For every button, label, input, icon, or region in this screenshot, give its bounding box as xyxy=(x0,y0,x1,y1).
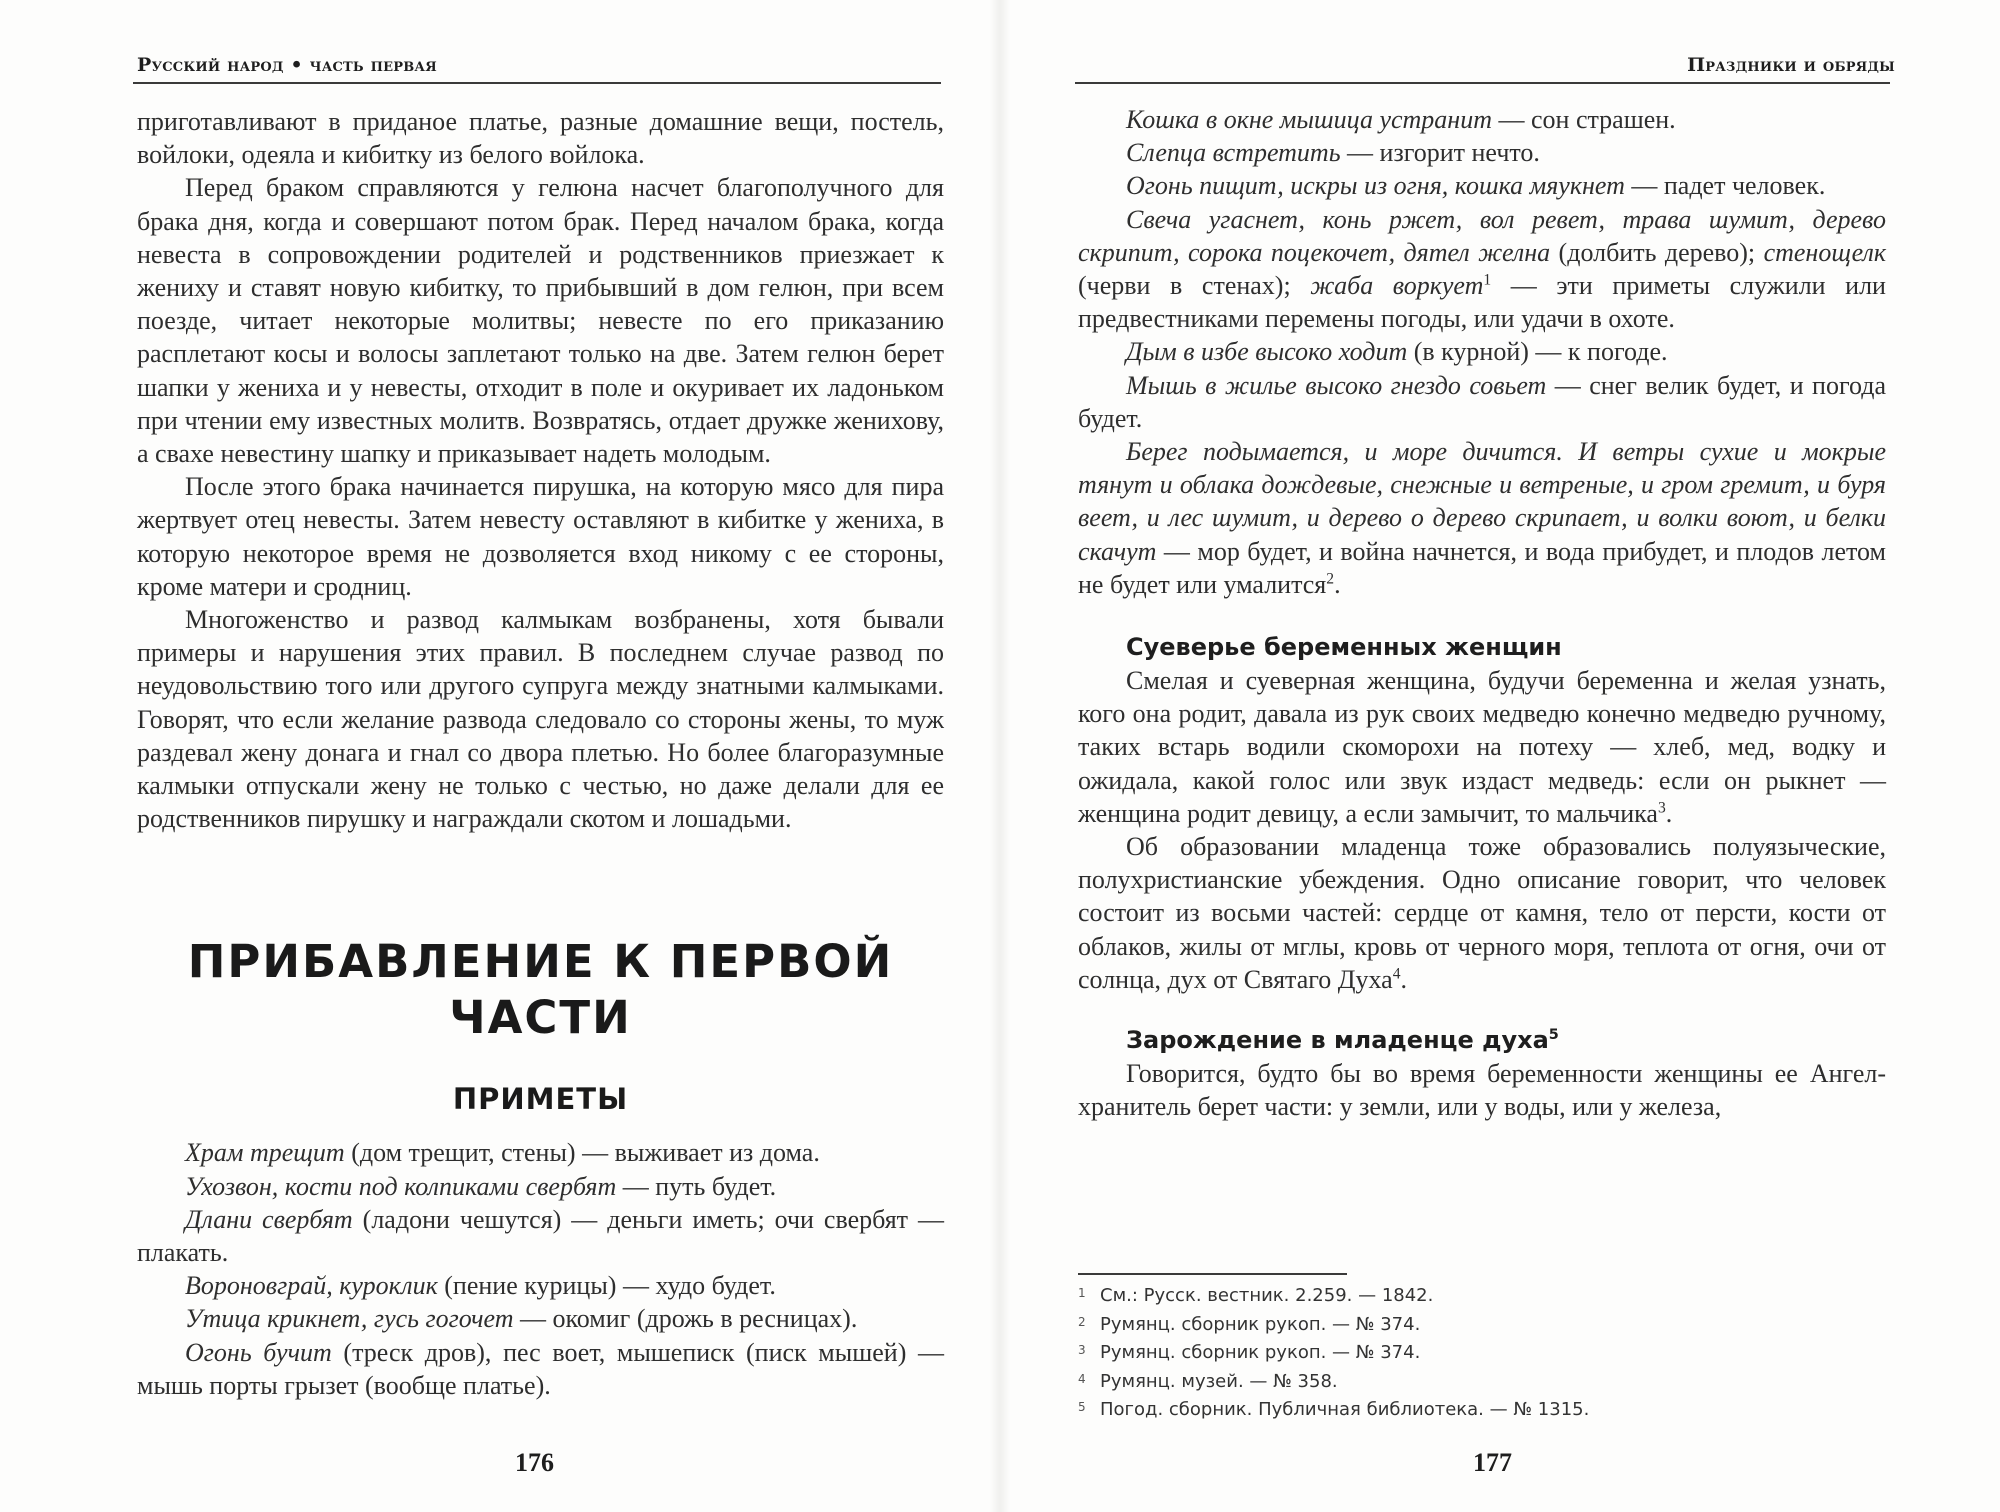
footnote-number: 5 xyxy=(1078,1400,1086,1414)
footnote-text: Румянц. сборник рукоп. — № 374. xyxy=(1100,1342,1421,1363)
appendix-title: ПРИБАВЛЕНИЕ К ПЕРВОЙ ЧАСТИ xyxy=(187,935,894,1045)
left-paragraph: После этого брака начинается пирушка, на которую мясо для пира жертвует отец невесты. Затем невесту оставляют в кибитке у жениха, в которую некоторое время не дозволяется вход никому с ее стороны, кроме матери и сродниц. xyxy=(137,472,944,601)
omen-italic: Ухозвон, кости под колпиками свербят xyxy=(185,1171,617,1201)
omen-italic: Вороновграй, куроклик xyxy=(185,1271,438,1301)
omen-text: . xyxy=(1334,569,1341,599)
paragraph-text: Смелая и суеверная женщина, будучи беременна и желая узнать, кого она родит, давала из рук своих медведю конечно медведю ручному, таких встарь водили скоморохи на потеху — хлеб, мед, водку и ожидала, какой голос или звук издаст медведь: если он рыкнет — женщина родит девицу, а если замычит, то мальчика xyxy=(1078,666,1886,828)
omen-italic: стенощелк xyxy=(1763,237,1886,267)
left-text-block xyxy=(137,105,944,1402)
omen-text: — снег велик будет, и погода будет. xyxy=(1078,370,1887,433)
footnote-text: См.: Русск. вестник. 2.259. — 1842. xyxy=(1100,1285,1434,1306)
right-paragraph: Говорится, будто бы во время беременности женщины ее Ангел-хранитель берет части: у земли, или у воды, или у железа, xyxy=(1078,1059,1886,1122)
right-text-block xyxy=(1078,103,1886,1123)
omen-text: — изгорит нечто. xyxy=(1340,138,1540,168)
omen-line xyxy=(1078,169,1886,202)
weather-omens-paragraph xyxy=(1078,203,1886,336)
omen-line xyxy=(137,1170,944,1203)
footnote-number: 3 xyxy=(1078,1343,1086,1357)
paragraph-text: . xyxy=(1665,798,1673,828)
paragraph-text: Об образовании младенца тоже образовались полуязыческие, полухристианские убеждения. Одно описание говорит, что человек состоит из восьми частей: сердце от камня, тело от персти, кости от облаков, жилы от мглы, кровь от черного моря, теплота от огня, очи от солнца, дух от Святаго Духа xyxy=(1078,832,1886,994)
omen-text: (пение курицы) — худо будет. xyxy=(437,1271,776,1301)
left-page-number: 176 xyxy=(515,1448,554,1477)
omen-line xyxy=(137,1203,944,1269)
omen-text: — падет человек. xyxy=(1624,171,1826,201)
omen-text: (треск дров), пес воет, мышеписк (писк мышей) — мышь порты грызет (вообще платье). xyxy=(137,1337,945,1400)
left-running-head: Русский народ • часть первая xyxy=(137,54,437,76)
omen-italic: Огонь бучит xyxy=(185,1337,332,1367)
footnote-ref: 2 xyxy=(1326,570,1335,588)
left-header-rule xyxy=(133,82,941,84)
left-paragraph: Многоженство и развод калмыкам возбранены, хотя бывали примеры и нарушения этих правил. В последнем случае развод по неудовольствию того или другого супруга между знатными калмыками. Говорят, что если желание развода следовало со стороны жены, то муж раздевал жену донага и гнал со двора плетью. Но более благоразумные калмыки отпускали жену не только с честью, но даже делали для ее родственников пирушку и награждали скотом и лошадьми. xyxy=(137,605,944,834)
omen-italic: Утица крикнет, гусь гогочет xyxy=(185,1304,514,1334)
omen-italic: жаба воркует xyxy=(1310,271,1484,301)
omen-line xyxy=(137,1336,944,1402)
footnote-item xyxy=(1078,1339,1878,1368)
omen-line xyxy=(1078,136,1886,169)
section-title-pregnant-women: Суеверье беременных женщин xyxy=(1126,633,1562,662)
omens-title: ПРИМЕТЫ xyxy=(452,1082,629,1117)
omen-line xyxy=(1078,435,1886,601)
right-header-rule xyxy=(1075,82,1890,84)
omen-italic: Дым в избе высоко ходит xyxy=(1126,337,1408,367)
footnote-ref: 5 xyxy=(1548,1027,1559,1044)
footnote-ref: 1 xyxy=(1483,271,1492,289)
footnote-number: 1 xyxy=(1078,1286,1086,1300)
footnote-text: Румянц. музей. — № 358. xyxy=(1100,1370,1338,1392)
footnote-number: 2 xyxy=(1078,1314,1086,1329)
omen-italic: Берег подымается, и море дичится. И ветры сухие и мокрые тянут и облака дождевые, снежные и ветреные, и гром гремит, и буря веет, и лес шумит, и дерево о дерево скрипает, и волки воют, и белки скачут xyxy=(1078,437,1886,566)
omen-line xyxy=(137,1269,944,1302)
omen-italic: Свеча угаснет, конь ржет, вол ревет, трава шумит, дерево скрипит, сорока поцекочет, дятел желна xyxy=(1078,204,1886,267)
section-title-text: Зарождение в младенце духа xyxy=(1126,1026,1549,1055)
footnotes xyxy=(1078,1282,1878,1425)
right-page xyxy=(1000,0,2000,1512)
omen-text: (в курной) — к погоде. xyxy=(1407,337,1668,367)
omen-text: (дом трещит, стены) — выживает из дома. xyxy=(344,1138,820,1168)
omen-text: — путь будет. xyxy=(616,1171,777,1201)
omen-italic: Длани свербят xyxy=(185,1204,353,1234)
footnote-item xyxy=(1078,1368,1878,1397)
omen-text: — окомиг (дрожь в ресницах). xyxy=(513,1304,858,1334)
omen-italic: Огонь пищит, искры из огня, кошка мяукнет xyxy=(1126,171,1625,201)
footnote-ref: 4 xyxy=(1392,965,1401,983)
omen-text: — мор будет, и война начнется, и вода прибудет, и плодов летом не будет или умалится xyxy=(1078,536,1886,599)
footnote-item xyxy=(1078,1282,1878,1311)
omen-line xyxy=(1078,335,1886,368)
omen-text: — сон страшен. xyxy=(1491,105,1676,134)
omen-line xyxy=(1078,369,1886,435)
omen-text: — эти приметы служили или предвестниками перемены погоды, или удачи в охоте. xyxy=(1078,271,1886,334)
paragraph-text: . xyxy=(1400,964,1407,994)
omen-line xyxy=(137,1136,944,1169)
footnote-separator xyxy=(1078,1273,1347,1275)
omen-italic: Кошка в окне мышица устранит xyxy=(1126,105,1492,134)
right-running-head: Праздники и обряды xyxy=(1687,54,1895,76)
right-paragraph xyxy=(1078,830,1886,996)
footnote-number: 4 xyxy=(1078,1371,1086,1386)
left-paragraph: Перед браком справляются у гелюна насчет благополучного для брака дня, когда и совершают потом брак. Перед началом брака, когда невеста в сопровождении родителей и родственников приезжает к жениху и ставят новую кибитку, то прибывший в дом гелюн, при всем поезде, читает некоторые молитвы; невесте по его приказанию расплетают косы и волосы заплетают только на две. Затем гелюн берет шапки у жениха и у невесты, отходит в поле и окуривает их ладоньком при чтении ему известных молитв. Возвратясь, отдает дружке женихову, а свахе невестину шапку и приказывает надеть молодым. xyxy=(137,173,944,469)
right-paragraph xyxy=(1078,664,1886,830)
omen-italic: Слепца встретить xyxy=(1126,138,1341,168)
omen-line xyxy=(1078,103,1886,136)
footnote-item xyxy=(1078,1311,1878,1340)
right-page-number: 177 xyxy=(1473,1448,1512,1477)
omen-line xyxy=(137,1302,944,1335)
footnote-ref: 3 xyxy=(1657,799,1666,817)
footnote-text: Румянц. сборник рукоп. — № 374. xyxy=(1100,1313,1421,1335)
omen-text: (черви в стенах); xyxy=(1078,271,1311,301)
omen-text: (ладони чешутся) — деньги иметь; очи свербят — плакать. xyxy=(137,1204,944,1268)
left-paragraph: приготавливают в приданое платье, разные домашние вещи, постель, войлоки, одеяла и кибитку из белого войлока. xyxy=(137,107,944,170)
omen-italic: Храм трещит xyxy=(185,1138,345,1168)
footnote-item xyxy=(1078,1396,1878,1425)
omen-italic: Мышь в жилье высоко гнездо совьет xyxy=(1126,370,1547,400)
footnote-text: Погод. сборник. Публичная библиотека. — № 1315. xyxy=(1100,1399,1590,1420)
omen-text: (долбить дерево); xyxy=(1550,237,1764,267)
section-title-infant-spirit xyxy=(1126,1024,1886,1057)
